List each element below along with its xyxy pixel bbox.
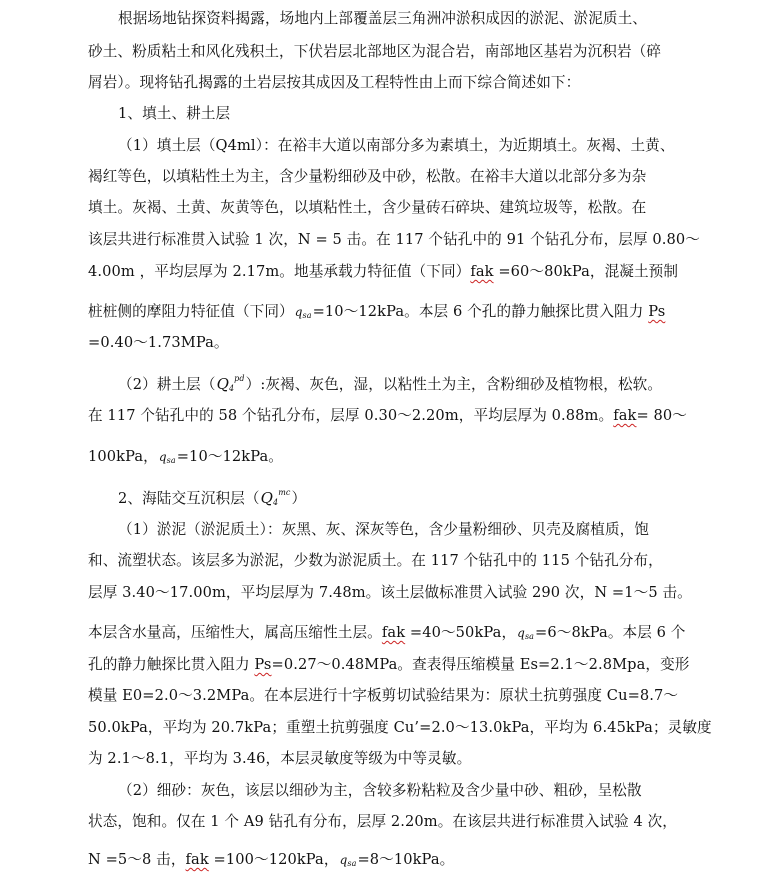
q4pd-symbol: $Q_4^{pd}$	[216, 374, 245, 393]
sand-line-1: （2）细砂：灰色，该层以细砂为主，含较多粉粘粒及含少量中砂、粗砂，呈松散	[118, 782, 642, 799]
sand-line-3-text-c: =100～120kPa，	[208, 851, 339, 868]
till-line-1-text-b: ）:灰褐、灰色，湿，以粘性土为主，含粉细砂及植物根，松软。	[245, 376, 663, 393]
silt-line-4	[88, 623, 685, 647]
sand-line-3-text-d: =8～10kPa。	[357, 851, 455, 868]
silt-line-5	[88, 655, 689, 675]
fill-line-6-text-b: =10～12kPa。本层 6 个孔的静力触探比贯入阻力	[312, 303, 649, 320]
fill-line-5	[88, 262, 678, 282]
till-line-1	[118, 374, 662, 399]
qsa-symbol: $q_{sa}$	[294, 305, 312, 320]
fak-term: fak	[381, 624, 406, 641]
fill-line-5-text-a: 4.00m ，平均层厚为 2.17m。地基承载力特征值（下同）	[88, 263, 471, 280]
heading-2-text-b: ）	[291, 490, 307, 507]
silt-line-6: 模量 E0=2.0～3.2MPa。在本层进行十字板剪切试验结果为：原状土抗剪强度 Cu=8.7～	[88, 687, 679, 704]
silt-line-4-text-d: =6～8kPa。本层 6 个	[535, 624, 686, 641]
till-line-3	[88, 447, 283, 471]
fill-line-6-text-a: 桩桩侧的摩阻力特征值（下同）	[88, 303, 294, 320]
silt-line-5-text-c: =0.27～0.48MPa。查表得压缩模量 Es=2.1～2.8Mpa，变形	[271, 656, 690, 673]
fill-line-1: （1）填土层（Q4ml）：在裕丰大道以南部分多为素填土，为近期填土。灰褐、土黄、	[118, 137, 675, 154]
ps-term: Ps	[254, 656, 272, 673]
sand-line-2: 状态，饱和。仅在 1 个 A9 钻孔有分布，层厚 2.20m。在该层共进行标准贯入试验 4 次，	[88, 813, 678, 830]
fak-term: fak	[470, 263, 494, 280]
silt-line-1: （1）淤泥（淤泥质土）：灰黑、灰、深灰等色，含少量粉细砂、贝壳及腐植质，饱	[118, 521, 650, 538]
heading-fill-till: 1、填土、耕土层	[118, 105, 231, 122]
fill-line-7: =0.40～1.73MPa。	[88, 334, 229, 351]
heading-marine-layer	[118, 488, 306, 513]
till-line-3-text-a: 100kPa，	[88, 448, 158, 465]
intro-line-2: 砂土、粉质粘土和风化残积土，下伏岩层北部地区为混合岩，南部地区基岩为沉积岩（碎	[88, 43, 662, 60]
fill-line-4: 该层共进行标准贯入试验 1 次，N = 5 击。在 117 个钻孔中的 91 个钻孔分布，层厚 0.80～	[88, 231, 700, 248]
silt-line-4-text-a: 本层含水量高，压缩性大，属高压缩性土层。	[88, 624, 382, 641]
till-line-2	[88, 406, 687, 426]
heading-2-text-a: 2、海陆交互沉积层（	[118, 490, 260, 507]
fak-term: fak	[613, 407, 637, 424]
till-line-2-text-a: 在 117 个钻孔中的 58 个钻孔分布，层厚 0.30～2.20m，平均层厚为 0.88m。	[88, 407, 614, 424]
qsa-symbol: $q_{sa}$	[517, 626, 535, 641]
till-line-1-text-a: （2）耕土层（	[118, 376, 216, 393]
till-line-2-text-c: = 80～	[636, 407, 687, 424]
silt-line-5-text-a: 孔的静力触探比贯入阻力	[88, 656, 255, 673]
silt-line-4-text-c: =40～50kPa，	[405, 624, 517, 641]
fill-line-6	[88, 302, 665, 326]
intro-line-3: 屑岩）。现将钻孔揭露的土岩层按其成因及工程特性由上而下综合简述如下：	[88, 74, 581, 91]
silt-line-7: 50.0kPa，平均为 20.7kPa；重塑土抗剪强度 Cu’=2.0～13.0kPa，平均为 6.45kPa；灵敏度	[88, 719, 712, 736]
fill-line-2: 褐红等色，以填粘性土为主，含少量粉细砂及中砂，松散。在裕丰大道以北部分多为杂	[88, 168, 647, 185]
q4mc-symbol: $Q_4^{mc}$	[260, 488, 291, 507]
silt-line-2: 和、流塑状态。该层多为淤泥，少数为淤泥质土。在 117 个钻孔中的 115 个钻孔分布，	[88, 552, 663, 569]
fill-line-5-text-c: =60～80kPa，混凝土预制	[493, 263, 679, 280]
fak-term: fak	[185, 851, 209, 868]
qsa-symbol: $q_{sa}$	[158, 450, 176, 465]
fill-line-3: 填土。灰褐、土黄、灰黄等色，以填粘性土，含少量砖石碎块、建筑垃圾等，松散。在	[88, 199, 647, 216]
ps-term: Ps	[648, 303, 666, 320]
sand-line-3-text-a: N =5～8 击，	[88, 851, 186, 868]
silt-line-8: 为 2.1～8.1，平均为 3.46，本层灵敏度等级为中等灵敏。	[88, 750, 472, 767]
silt-line-3: 层厚 3.40～17.00m，平均层厚为 7.48m。该土层做标准贯入试验 290 次，N =1～5 击。	[88, 584, 692, 601]
sand-line-3	[88, 850, 454, 874]
intro-line-1: 根据场地钻探资料揭露，场地内上部覆盖层三角洲冲淤积成因的淤泥、淤泥质土、	[118, 10, 647, 27]
qsa-symbol: $q_{sa}$	[339, 853, 357, 868]
till-line-3-text-b: =10～12kPa。	[176, 448, 283, 465]
